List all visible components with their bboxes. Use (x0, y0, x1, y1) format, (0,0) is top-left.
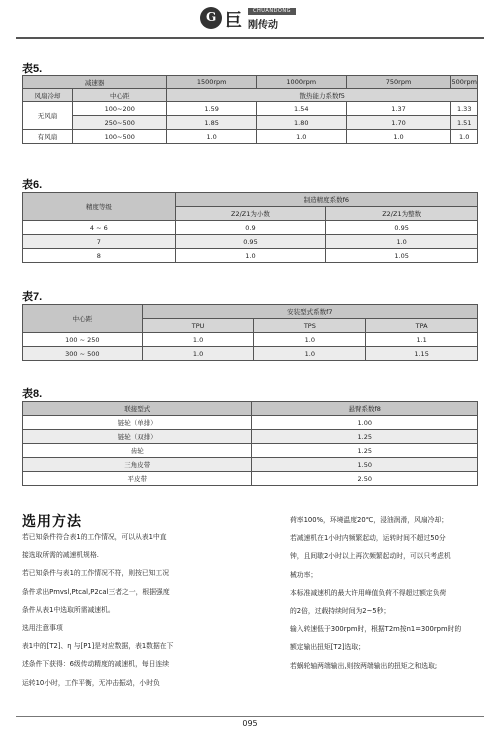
table7-title: 表7. (22, 291, 43, 303)
table-row (23, 444, 478, 458)
table-row (23, 430, 478, 444)
table8-cell: 2.50 (252, 472, 478, 486)
table-row (23, 249, 478, 263)
table-row (23, 472, 478, 486)
method-title: 选用方法 (22, 514, 82, 530)
table7-cell: 1.0 (142, 347, 254, 361)
table8-type: 链轮（单排） (23, 416, 252, 430)
table-row (23, 235, 478, 249)
table6-header-col-a: Z2/Z1为小数 (175, 207, 326, 221)
table7-cell: 1.0 (254, 333, 366, 347)
table-row (23, 116, 478, 130)
table5-cell: 1.59 (167, 102, 257, 116)
text-line: 述条件下获得：6级传动精度的减速机，每日连续 (22, 660, 170, 669)
table7 (22, 304, 478, 361)
table-row (23, 130, 478, 144)
text-line: 输入转速低于300rpm时，根据T2m按n1=300rpm时的 (290, 625, 462, 634)
table5-header-1500: 1500rpm (167, 76, 257, 89)
text-line: 表1中的[T2]、η 与[P1]是对应数据，表1数据在下 (22, 642, 174, 651)
table8-type: 平皮带 (23, 472, 252, 486)
text-line: 条件求出Pmvsl,Ptcal,P2cal三者之一，根据强度 (22, 587, 170, 596)
table5 (22, 75, 478, 144)
brand-name-cn: 巨 (225, 11, 243, 31)
table5-header-500: 500rpm (451, 76, 478, 89)
table7-cell: 1.1 (366, 333, 478, 347)
table5-cell: 1.0 (167, 130, 257, 144)
table5-cell: 1.51 (451, 116, 478, 130)
text-line: 本标准减速机的最大许用峰值负荷不得超过额定负荷 (290, 588, 447, 597)
table5-header-1000: 1000rpm (256, 76, 346, 89)
table7-range: 100 ~ 250 (23, 333, 143, 347)
header-rule (16, 37, 484, 39)
text-line: 若减速机在1小时内频繁起动，运转时间不超过50分 (290, 534, 446, 543)
table5-cell: 1.54 (256, 102, 346, 116)
table8-cell: 1.25 (252, 444, 478, 458)
table6-cell: 1.0 (326, 235, 478, 249)
method-left-column (22, 528, 222, 692)
logo-mark-icon: G (200, 7, 222, 29)
table6-grade: 7 (23, 235, 176, 249)
table7-header-center: 中心距 (23, 305, 143, 333)
table5-cell: 1.0 (346, 130, 451, 144)
table8-title: 表8. (22, 388, 43, 400)
table5-cell: 1.0 (256, 130, 346, 144)
table8-type: 三角皮带 (23, 458, 252, 472)
table-row (23, 416, 478, 430)
page-number: 095 (242, 719, 258, 728)
table7-cell: 1.0 (254, 347, 366, 361)
brand-name-en: CHUANDONG (248, 8, 296, 15)
text-line: 选用注意事项 (22, 624, 63, 633)
table6-cell: 1.05 (326, 249, 478, 263)
table5-header-reducer: 减速器 (23, 76, 167, 89)
text-line: 械功率； (290, 570, 318, 579)
table6-header-col-b: Z2/Z1为整数 (326, 207, 478, 221)
table5-cell: 1.0 (451, 130, 478, 144)
table8-type: 链轮（双排） (23, 430, 252, 444)
table5-cell: 1.70 (346, 116, 451, 130)
text-line: 若蜗轮轴两端输出,则按两端输出的扭矩之和选取; (290, 661, 438, 670)
table7-range: 300 ~ 500 (23, 347, 143, 361)
text-line: 接选取所需的减速机规格. (22, 551, 99, 560)
table8-cell: 1.00 (252, 416, 478, 430)
brand-logo (200, 6, 300, 30)
table-row (23, 458, 478, 472)
table5-subheader-row (23, 89, 478, 102)
table5-group-fan: 有风扇 (23, 130, 73, 144)
table8-cell: 1.25 (252, 430, 478, 444)
table5-header-row (23, 76, 478, 89)
table5-range: 100~200 (73, 102, 167, 116)
text-line: 额定输出扭矩[T2]选取； (290, 643, 365, 652)
table5-range: 250~500 (73, 116, 167, 130)
table6-cell: 0.9 (175, 221, 326, 235)
text-line: 荷率100%，环境温度20℃，浸油润滑，风扇冷却； (290, 516, 449, 524)
table5-header-750: 750rpm (346, 76, 451, 89)
table5-cell: 1.80 (256, 116, 346, 130)
table-row (23, 221, 478, 235)
text-line: 的2倍，过载持续时间为2~5秒； (290, 607, 391, 616)
table5-title: 表5. (22, 63, 43, 75)
table6-grade: 4 ~ 6 (23, 221, 176, 235)
table-row (23, 333, 478, 347)
table6-cell: 0.95 (326, 221, 478, 235)
table8-cell: 1.50 (252, 458, 478, 472)
table7-header-tpa: TPA (366, 319, 478, 333)
table5-subheader-fan: 风扇冷却 (23, 89, 73, 102)
table5-subheader-center: 中心距 (73, 89, 167, 102)
text-line: 若已知条件与表1的工作情况不符，则按已知工况 (22, 569, 170, 578)
table7-header-tpu: TPU (142, 319, 254, 333)
table6-cell: 1.0 (175, 249, 326, 263)
text-line: 钟，且间歇2小时以上再次频繁起动时，可以只考虑机 (290, 552, 451, 561)
table8 (22, 401, 478, 486)
table8-header-type: 联接型式 (23, 402, 252, 416)
footer-rule (16, 716, 484, 717)
table6 (22, 192, 478, 263)
text-line: 若已知条件符合表1的工作情况，可以从表1中直 (22, 533, 167, 541)
table6-grade: 8 (23, 249, 176, 263)
table5-group-no-fan: 无风扇 (23, 102, 73, 130)
table7-header-group: 安装型式系数f7 (142, 305, 477, 319)
text-line: 运转10小时，工作平衡，无冲击振动，小时负 (22, 678, 160, 687)
brand-name-cn-sub: 刚传动 (248, 20, 278, 31)
table-row (23, 102, 478, 116)
table6-cell: 0.95 (175, 235, 326, 249)
table5-cell: 1.33 (451, 102, 478, 116)
table5-cell: 1.37 (346, 102, 451, 116)
table6-title: 表6. (22, 179, 43, 191)
table5-cell: 1.85 (167, 116, 257, 130)
table7-cell: 1.0 (142, 333, 254, 347)
method-right-column (290, 511, 490, 675)
table-row (23, 347, 478, 361)
table7-header-tps: TPS (254, 319, 366, 333)
table8-type: 齿轮 (23, 444, 252, 458)
table6-header-group: 制造精度系数f6 (175, 193, 477, 207)
table5-subheader-factor: 散热能力系数f5 (167, 89, 478, 102)
page-header (0, 0, 500, 38)
table8-header-factor: 悬臂系数f8 (252, 402, 478, 416)
table5-range: 100~500 (73, 130, 167, 144)
table6-header-grade: 精度等级 (23, 193, 176, 221)
text-line: 条件从表1中选取所需减速机。 (22, 605, 115, 614)
table7-cell: 1.15 (366, 347, 478, 361)
